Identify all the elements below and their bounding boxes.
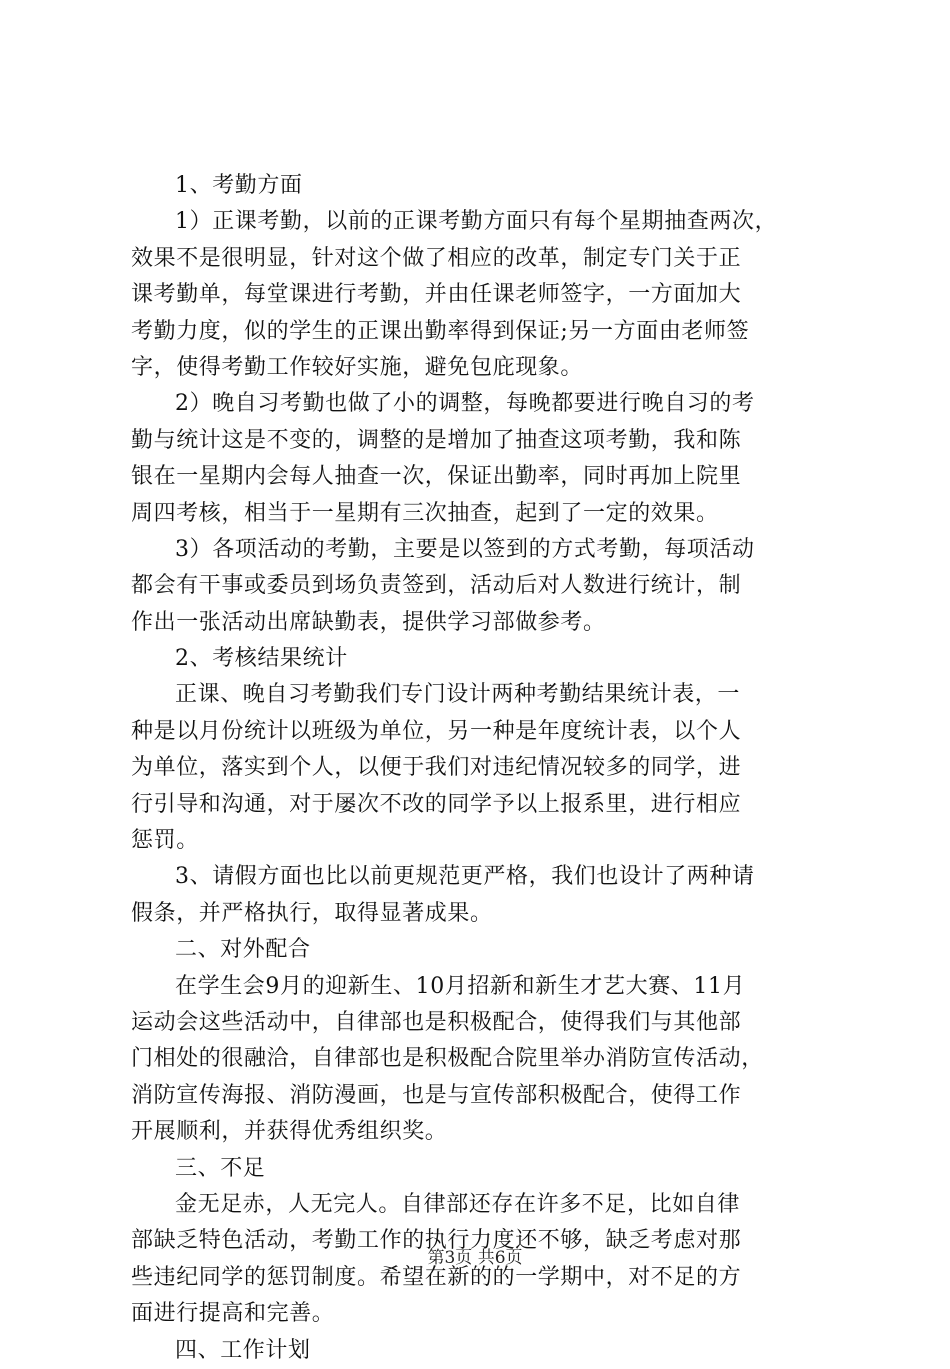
text-line: 门相处的很融洽，自律部也是积极配合院里举办消防宣传活动， (131, 1046, 764, 1072)
text-line: 在学生会9月的迎新生、10月招新和新生才艺大赛、11月 (175, 973, 746, 999)
text-line: 2）晚自习考勤也做了小的调整，每晚都要进行晚自习的考 (175, 391, 755, 417)
section-heading: 1、考勤方面 (175, 173, 303, 198)
page-footer: 第3页 共6页 (427, 1248, 523, 1268)
text-line: 惩罚。 (131, 828, 199, 854)
text-line: 行引导和沟通，对于屡次不改的同学予以上报系里，进行相应 (131, 791, 742, 817)
document-body (131, 168, 831, 1369)
text-line: 银在一星期内会每人抽查一次，保证出勤率，同时再加上院里 (131, 464, 742, 490)
text-line: 周四考核，相当于一星期有三次抽查，起到了一定的效果。 (131, 500, 719, 526)
section-heading: 四、工作计划 (175, 1337, 311, 1363)
text-line: 金无足赤，人无完人。自律部还存在许多不足，比如自律 (175, 1191, 741, 1217)
text-line: 种是以月份统计以班级为单位，另一种是年度统计表，以个人 (131, 718, 742, 744)
text-line: 开展顺利，并获得优秀组织奖。 (131, 1119, 448, 1145)
text-line: 作出一张活动出席缺勤表，提供学习部做参考。 (131, 609, 606, 635)
text-line: 面进行提高和完善。 (131, 1301, 335, 1327)
text-line: 为单位，落实到个人，以便于我们对违纪情况较多的同学，进 (131, 755, 742, 781)
text-line: 消防宣传海报、消防漫画，也是与宣传部积极配合，使得工作 (131, 1082, 742, 1108)
text-line: 些违纪同学的惩罚制度。希望在新的的一学期中，对不足的方 (131, 1264, 742, 1290)
text-line: 勤与统计这是不变的，调整的是增加了抽查这项考勤，我和陈 (131, 427, 742, 453)
text-line: 考勤力度，似的学生的正课出勤率得到保证;另一方面由老师签 (131, 318, 750, 344)
text-line: 都会有干事或委员到场负责签到，活动后对人数进行统计，制 (131, 573, 742, 599)
text-line: 效果不是很明显，针对这个做了相应的改革，制定专门关于正 (131, 245, 742, 271)
text-line: 假条，并严格执行，取得显著成果。 (131, 900, 493, 926)
text-line: 3、请假方面也比以前更规范更严格，我们也设计了两种请 (175, 864, 755, 890)
text-line: 1）正课考勤，以前的正课考勤方面只有每个星期抽查两次， (175, 209, 778, 235)
text-line: 运动会这些活动中，自律部也是积极配合，使得我们与其他部 (131, 1009, 742, 1035)
text-line: 部缺乏特色活动，考勤工作的执行力度还不够，缺乏考虑对那 (131, 1228, 742, 1254)
text-line: 正课、晚自习考勤我们专门设计两种考勤结果统计表，一 (175, 682, 741, 708)
text-line: 课考勤单，每堂课进行考勤，并由任课老师签字，一方面加大 (131, 282, 742, 308)
text-line: 字，使得考勤工作较好实施，避免包庇现象。 (131, 354, 584, 380)
section-heading: 2、考核结果统计 (175, 646, 348, 672)
section-heading: 二、对外配合 (175, 937, 311, 963)
section-heading: 三、不足 (175, 1155, 266, 1181)
text-line: 3）各项活动的考勤，主要是以签到的方式考勤，每项活动 (175, 536, 755, 562)
